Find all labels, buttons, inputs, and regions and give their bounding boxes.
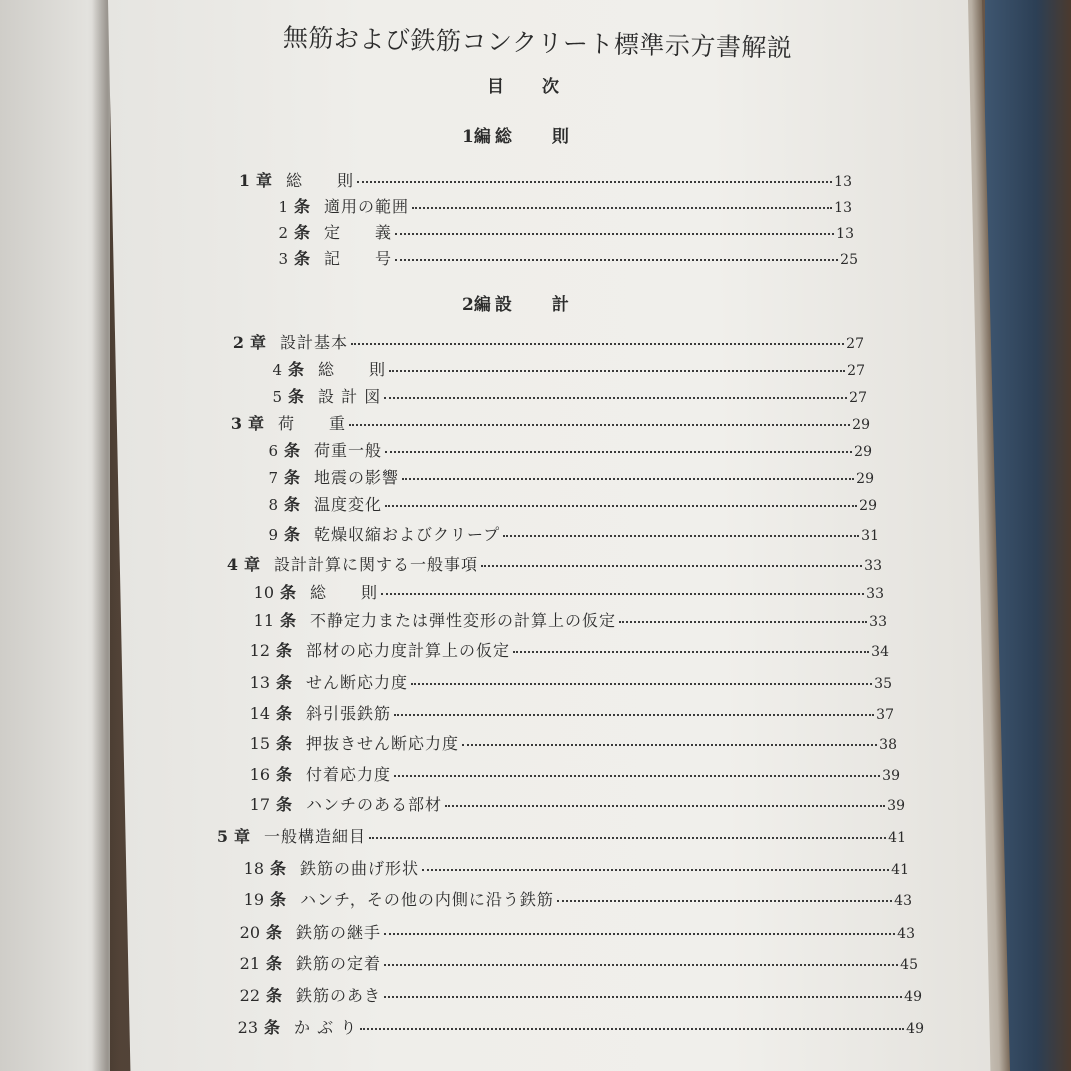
toc-article-entry (258, 194, 852, 220)
dot-leader (384, 396, 847, 399)
entry-title: か ぶ り (294, 1018, 358, 1037)
dot-leader (395, 258, 838, 261)
part-name-last: 則 (551, 127, 569, 147)
entry-label (240, 670, 408, 693)
entry-page-number: 29 (856, 471, 874, 487)
dot-leader (360, 1027, 904, 1030)
entry-label (240, 731, 459, 754)
entry-kind: 条 (276, 673, 293, 692)
toc-article-entry (230, 951, 918, 977)
entry-label (244, 608, 616, 631)
dot-leader (385, 450, 852, 453)
entry-number: 2 (278, 224, 288, 242)
entry-number: 13 (249, 673, 270, 692)
toc-article-entry (230, 920, 915, 946)
entry-kind: 条 (294, 223, 311, 242)
entry-label (240, 792, 442, 815)
entry-title: 設計計算に関する一般事項 (274, 555, 479, 574)
entry-label (240, 762, 391, 785)
entry-number: 6 (268, 442, 278, 460)
entry-page-number: 13 (834, 200, 852, 216)
entry-label (230, 920, 381, 943)
toc-chapter-entry (220, 411, 870, 437)
entry-title: 鉄筋のあき (296, 986, 382, 1005)
entry-number: 10 (253, 583, 274, 602)
toc-article-entry (248, 492, 877, 518)
dot-leader (357, 180, 832, 183)
entry-page-number: 39 (887, 798, 905, 814)
dot-leader (557, 899, 892, 902)
entry-page-number: 39 (882, 768, 900, 784)
entry-label (252, 384, 381, 407)
entry-label (258, 220, 392, 243)
dot-leader (389, 369, 845, 372)
entry-page-number: 37 (876, 707, 894, 723)
entry-page-number: 49 (906, 1021, 924, 1037)
dot-leader (385, 504, 857, 507)
toc-chapter-entry (222, 330, 864, 356)
dot-leader (411, 682, 872, 685)
entry-page-number: 41 (891, 862, 909, 878)
entry-kind: 条 (276, 795, 293, 814)
entry-page-number: 34 (871, 644, 889, 660)
entry-label (240, 701, 391, 724)
dot-leader (384, 963, 898, 966)
entry-number: 15 (249, 734, 270, 753)
toc-article-entry (234, 887, 912, 913)
dot-leader (395, 232, 834, 235)
entry-kind: 条 (284, 495, 301, 514)
dot-leader (369, 836, 886, 839)
entry-label (206, 824, 366, 847)
entry-title: 鉄筋の継手 (296, 923, 382, 942)
entry-page-number: 25 (840, 252, 858, 268)
entry-number: 7 (268, 469, 278, 487)
entry-number: 3 (230, 414, 242, 433)
entry-label (228, 1015, 357, 1038)
entry-page-number: 29 (852, 417, 870, 433)
toc-article-entry (244, 580, 884, 606)
entry-page-number: 27 (849, 390, 867, 406)
toc-article-entry (234, 856, 909, 882)
entry-title: 鉄筋の曲げ形状 (300, 859, 420, 878)
entry-number: 3 (278, 250, 288, 268)
entry-number: 4 (226, 555, 238, 574)
entry-kind: 条 (276, 641, 293, 660)
entry-number: 22 (239, 986, 260, 1005)
entry-title: 設計基本 (280, 333, 349, 352)
book-title: 無筋および鉄筋コンクリート標準示方書解説 (282, 23, 793, 63)
entry-label (240, 638, 510, 661)
entry-label (216, 552, 478, 575)
entry-label (258, 246, 392, 269)
toc-article-entry (240, 792, 905, 818)
entry-title: 鉄筋の定着 (296, 954, 382, 973)
entry-number: 17 (249, 795, 270, 814)
entry-kind: 条 (264, 1018, 281, 1037)
toc-chapter-entry (216, 552, 882, 578)
entry-number: 1 (278, 198, 288, 216)
part-name-last: 計 (551, 295, 569, 315)
entry-page-number: 45 (900, 957, 918, 973)
entry-kind: 条 (284, 468, 301, 487)
toc-article-entry (258, 220, 854, 246)
entry-title: 斜引張鉄筋 (306, 704, 392, 723)
entry-number: 21 (239, 954, 260, 973)
entry-title: 部材の応力度計算上の仮定 (306, 641, 511, 660)
toc-article-entry (240, 731, 897, 757)
dot-leader (481, 564, 862, 567)
part-heading (462, 122, 569, 147)
entry-number: 18 (243, 859, 264, 878)
toc-article-entry (248, 465, 874, 491)
entry-kind: 条 (280, 583, 297, 602)
entry-page-number: 35 (874, 676, 892, 692)
entry-kind: 条 (288, 360, 305, 379)
entry-kind: 章 (244, 555, 261, 574)
part-name: 設 (494, 295, 518, 315)
entry-title: 総 則 (286, 171, 355, 190)
entry-kind: 条 (294, 197, 311, 216)
entry-label (258, 194, 409, 217)
entry-number: 1 (238, 171, 250, 190)
dot-leader (462, 743, 877, 746)
entry-kind: 条 (270, 890, 287, 909)
entry-kind: 条 (270, 859, 287, 878)
entry-title: 温度変化 (314, 495, 383, 514)
entry-label (252, 357, 386, 380)
entry-kind: 条 (280, 611, 297, 630)
entry-page-number: 43 (894, 893, 912, 909)
entry-title: 荷 重 (278, 414, 347, 433)
entry-kind: 条 (288, 387, 305, 406)
dot-leader (351, 342, 844, 345)
entry-title: 地震の影響 (314, 468, 400, 487)
toc-chapter-entry (228, 168, 852, 194)
dot-leader (394, 774, 880, 777)
dot-leader (384, 995, 902, 998)
contents-heading: 目次 (487, 77, 597, 97)
entry-page-number: 33 (864, 558, 882, 574)
part-name: 総 (494, 127, 518, 147)
entry-label (222, 330, 348, 353)
entry-number: 23 (237, 1018, 258, 1037)
toc-article-entry (240, 762, 900, 788)
entry-kind: 条 (266, 986, 283, 1005)
entry-label (248, 492, 382, 515)
dot-leader (381, 592, 864, 595)
entry-number: 11 (253, 611, 274, 630)
entry-page-number: 33 (866, 586, 884, 602)
entry-title: 適用の範囲 (324, 197, 410, 216)
entry-page-number: 31 (861, 528, 879, 544)
dot-leader (422, 868, 889, 871)
entry-number: 12 (249, 641, 270, 660)
toc-article-entry (252, 357, 865, 383)
entry-kind: 条 (266, 954, 283, 973)
entry-page-number: 27 (847, 363, 865, 379)
entry-kind: 章 (250, 333, 267, 352)
entry-label (248, 522, 500, 545)
entry-title: せん断応力度 (306, 673, 409, 692)
toc-article-entry (228, 1015, 924, 1041)
entry-title: 記 号 (324, 249, 393, 268)
entry-title: 不静定力または弾性変形の計算上の仮定 (310, 611, 617, 630)
dot-leader (503, 534, 859, 537)
entry-number: 8 (268, 496, 278, 514)
dot-leader (394, 713, 874, 716)
entry-title: 総 則 (318, 360, 387, 379)
entry-title: ハンチのある部材 (306, 795, 443, 814)
part-number: 1編 (462, 127, 491, 147)
entry-title: 付着応力度 (306, 765, 392, 784)
entry-label (234, 887, 554, 910)
toc-chapter-entry (206, 824, 906, 850)
entry-title: 定 義 (324, 223, 393, 242)
entry-title: 押抜きせん断応力度 (306, 734, 460, 753)
entry-page-number: 33 (869, 614, 887, 630)
dot-leader (619, 620, 867, 623)
toc-article-entry (248, 438, 872, 464)
entry-title: ハンチ，その他の内側に沿う鉄筋 (300, 890, 554, 909)
entry-label (244, 580, 378, 603)
entry-kind: 章 (256, 171, 273, 190)
entry-number: 5 (272, 388, 282, 406)
entry-kind: 章 (248, 414, 265, 433)
entry-number: 2 (232, 333, 244, 352)
toc-article-entry (252, 384, 867, 410)
entry-page-number: 29 (854, 444, 872, 460)
entry-kind: 条 (284, 441, 301, 460)
toc-article-entry (258, 246, 858, 272)
entry-kind: 章 (234, 827, 251, 846)
entry-page-number: 13 (836, 226, 854, 242)
entry-page-number: 43 (897, 926, 915, 942)
entry-page-number: 41 (888, 830, 906, 846)
toc-article-entry (244, 608, 887, 634)
dot-leader (402, 477, 854, 480)
entry-number: 9 (268, 526, 278, 544)
entry-number: 19 (243, 890, 264, 909)
toc-article-entry (240, 701, 894, 727)
entry-kind: 条 (276, 765, 293, 784)
entry-page-number: 38 (879, 737, 897, 753)
entry-title: 一般構造細目 (264, 827, 367, 846)
entry-kind: 条 (294, 249, 311, 268)
entry-title: 総 則 (310, 583, 379, 602)
toc-article-entry (248, 522, 879, 548)
dot-leader (513, 650, 869, 653)
entry-page-number: 49 (904, 989, 922, 1005)
entry-number: 4 (272, 361, 282, 379)
entry-label (234, 856, 419, 879)
entry-label (248, 438, 382, 461)
toc-article-entry (230, 983, 922, 1009)
entry-page-number: 29 (859, 498, 877, 514)
toc-article-entry (240, 638, 889, 664)
entry-title: 設 計 図 (318, 387, 382, 406)
entry-page-number: 13 (834, 174, 852, 190)
entry-kind: 条 (284, 525, 301, 544)
entry-title: 乾燥収縮およびクリープ (314, 525, 501, 544)
dot-leader (445, 804, 885, 807)
entry-label (248, 465, 399, 488)
dot-leader (384, 932, 895, 935)
entry-label (230, 951, 381, 974)
entry-number: 5 (216, 827, 228, 846)
entry-kind: 条 (276, 704, 293, 723)
entry-label (220, 411, 346, 434)
toc-article-entry (240, 670, 892, 696)
entry-title: 荷重一般 (314, 441, 383, 460)
entry-number: 14 (249, 704, 270, 723)
entry-number: 20 (239, 923, 260, 942)
dot-leader (349, 423, 850, 426)
entry-number: 16 (249, 765, 270, 784)
part-heading (462, 290, 569, 315)
entry-kind: 条 (276, 734, 293, 753)
dot-leader (412, 206, 832, 209)
entry-kind: 条 (266, 923, 283, 942)
entry-label (228, 168, 354, 191)
entry-label (230, 983, 381, 1006)
part-number: 2編 (462, 295, 491, 315)
entry-page-number: 27 (846, 336, 864, 352)
